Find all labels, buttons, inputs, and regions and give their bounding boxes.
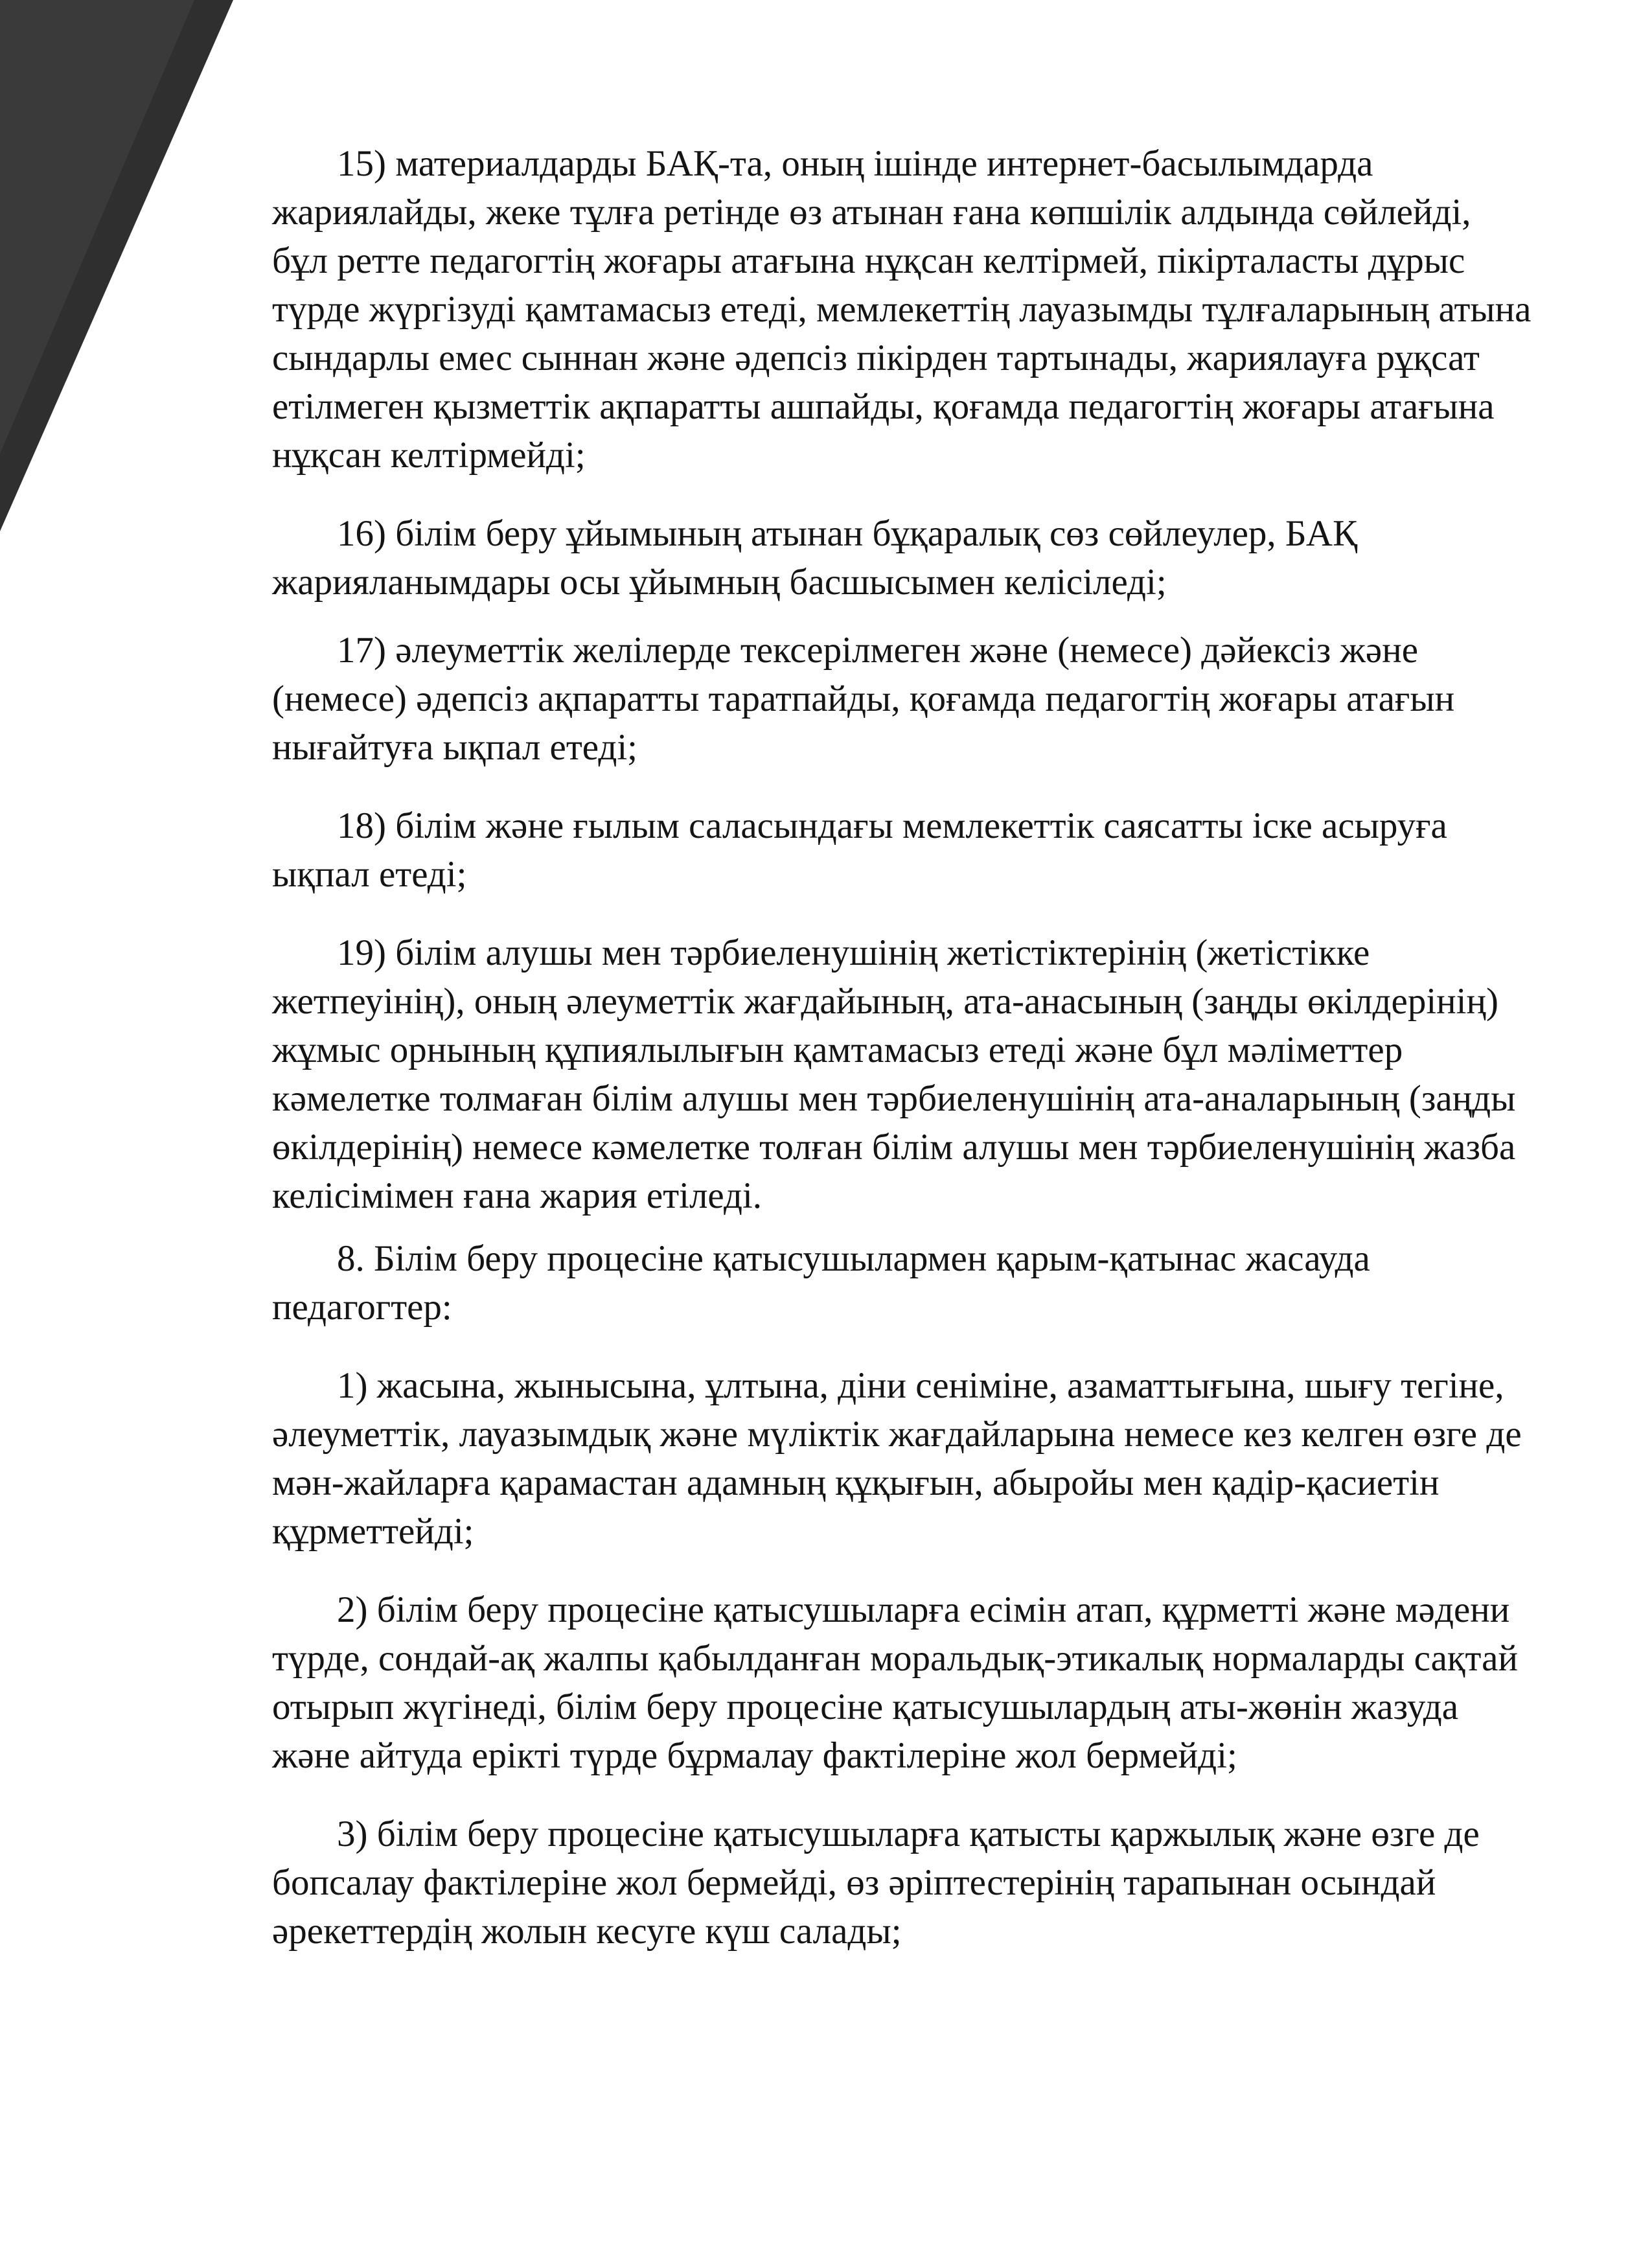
scan-corner-shadow-inner <box>0 0 194 454</box>
paragraph-8-1: 1) жасына, жынысына, ұлтына, діни сеніміне, азаматтығына, шығу тегіне, әлеуметтік, лауазымдық және мүліктік жағдайларына немесе кез келген өзге де мән-жайларға қарамастан адамның құқығын, абыройы мен қадір-қасиетін құрметтейді; <box>272 1365 1522 1552</box>
paragraph-17: 17) әлеуметтік желілерде тексерілмеген және (немесе) дәйексіз және (немесе) әдепсіз ақпаратты таратпайды, қоғамда педагогтің жоғары атағын нығайтуға ықпал етеді; <box>272 630 1455 768</box>
paragraph-8-2: 2) білім беру процесіне қатысушыларға есімін атап, құрметті және мәдени түрде, сондай-ақ жалпы қабылданған моральдық-этикалық нормаларды сақтай отырып жүгінеді, білім беру процесіне қатысушылардың аты-жөнін жазуда және айтуда ерікті түрде бұрмалау фактілеріне жол бермейді; <box>272 1589 1518 1776</box>
paragraph-8-3: 3) білім беру процесіне қатысушыларға қатысты қаржылық және өзге де бопсалау фактілеріне жол бермейді, өз әріптестерінің тарапынан осындай әрекеттердің жолын кесуге күш салады; <box>272 1814 1480 1952</box>
section-8-heading: 8. Білім беру процесіне қатысушылармен қарым-қатынас жасауда педагогтер: <box>272 1238 1370 1328</box>
paragraph-19: 19) білім алушы мен тәрбиеленушінің жетістіктерінің (жетістікке жетпеуінің), оның әлеуметтік жағдайының, ата-анасының (заңды өкілдерінің) жұмыс орнының құпиялылығын қамтамасыз етеді және бұл мәліметтер кәмелетке толмаған білім алушы мен тәрбиеленушінің ата-аналарының (заңды өкілдерінің) немесе кәмелетке толған білім алушы мен тәрбиеленушінің жазба келісімімен ғана жария етіледі. <box>272 932 1516 1216</box>
paragraph-18: 18) білім және ғылым саласындағы мемлекеттік саясатты іске асыруға ықпал етеді; <box>272 805 1447 895</box>
paragraph-15: 15) материалдарды БАҚ-та, оның ішінде интернет-басылымдарда жариялайды, жеке тұлға ретінде өз атынан ғана көпшілік алдында сөйлейді, бұл ретте педагогтің жоғары атағына нұқсан келтірмей, пікірталасты дұрыс түрде жүргізуді қамтамасыз етеді, мемлекеттің лауазымды тұлғаларының атына сындарлы емес сыннан және әдепсіз пікірден тартынады, жариялауға рұқсат етілмеген қызметтік ақпаратты ашпайды, қоғамда педагогтің жоғары атағына нұқсан келтірмейді; <box>272 143 1532 476</box>
paragraph-16: 16) білім беру ұйымының атынан бұқаралық сөз сөйлеулер, БАҚ жарияланымдары осы ұйымның басшысымен келісіледі; <box>272 513 1358 603</box>
document-body <box>272 139 1535 1985</box>
